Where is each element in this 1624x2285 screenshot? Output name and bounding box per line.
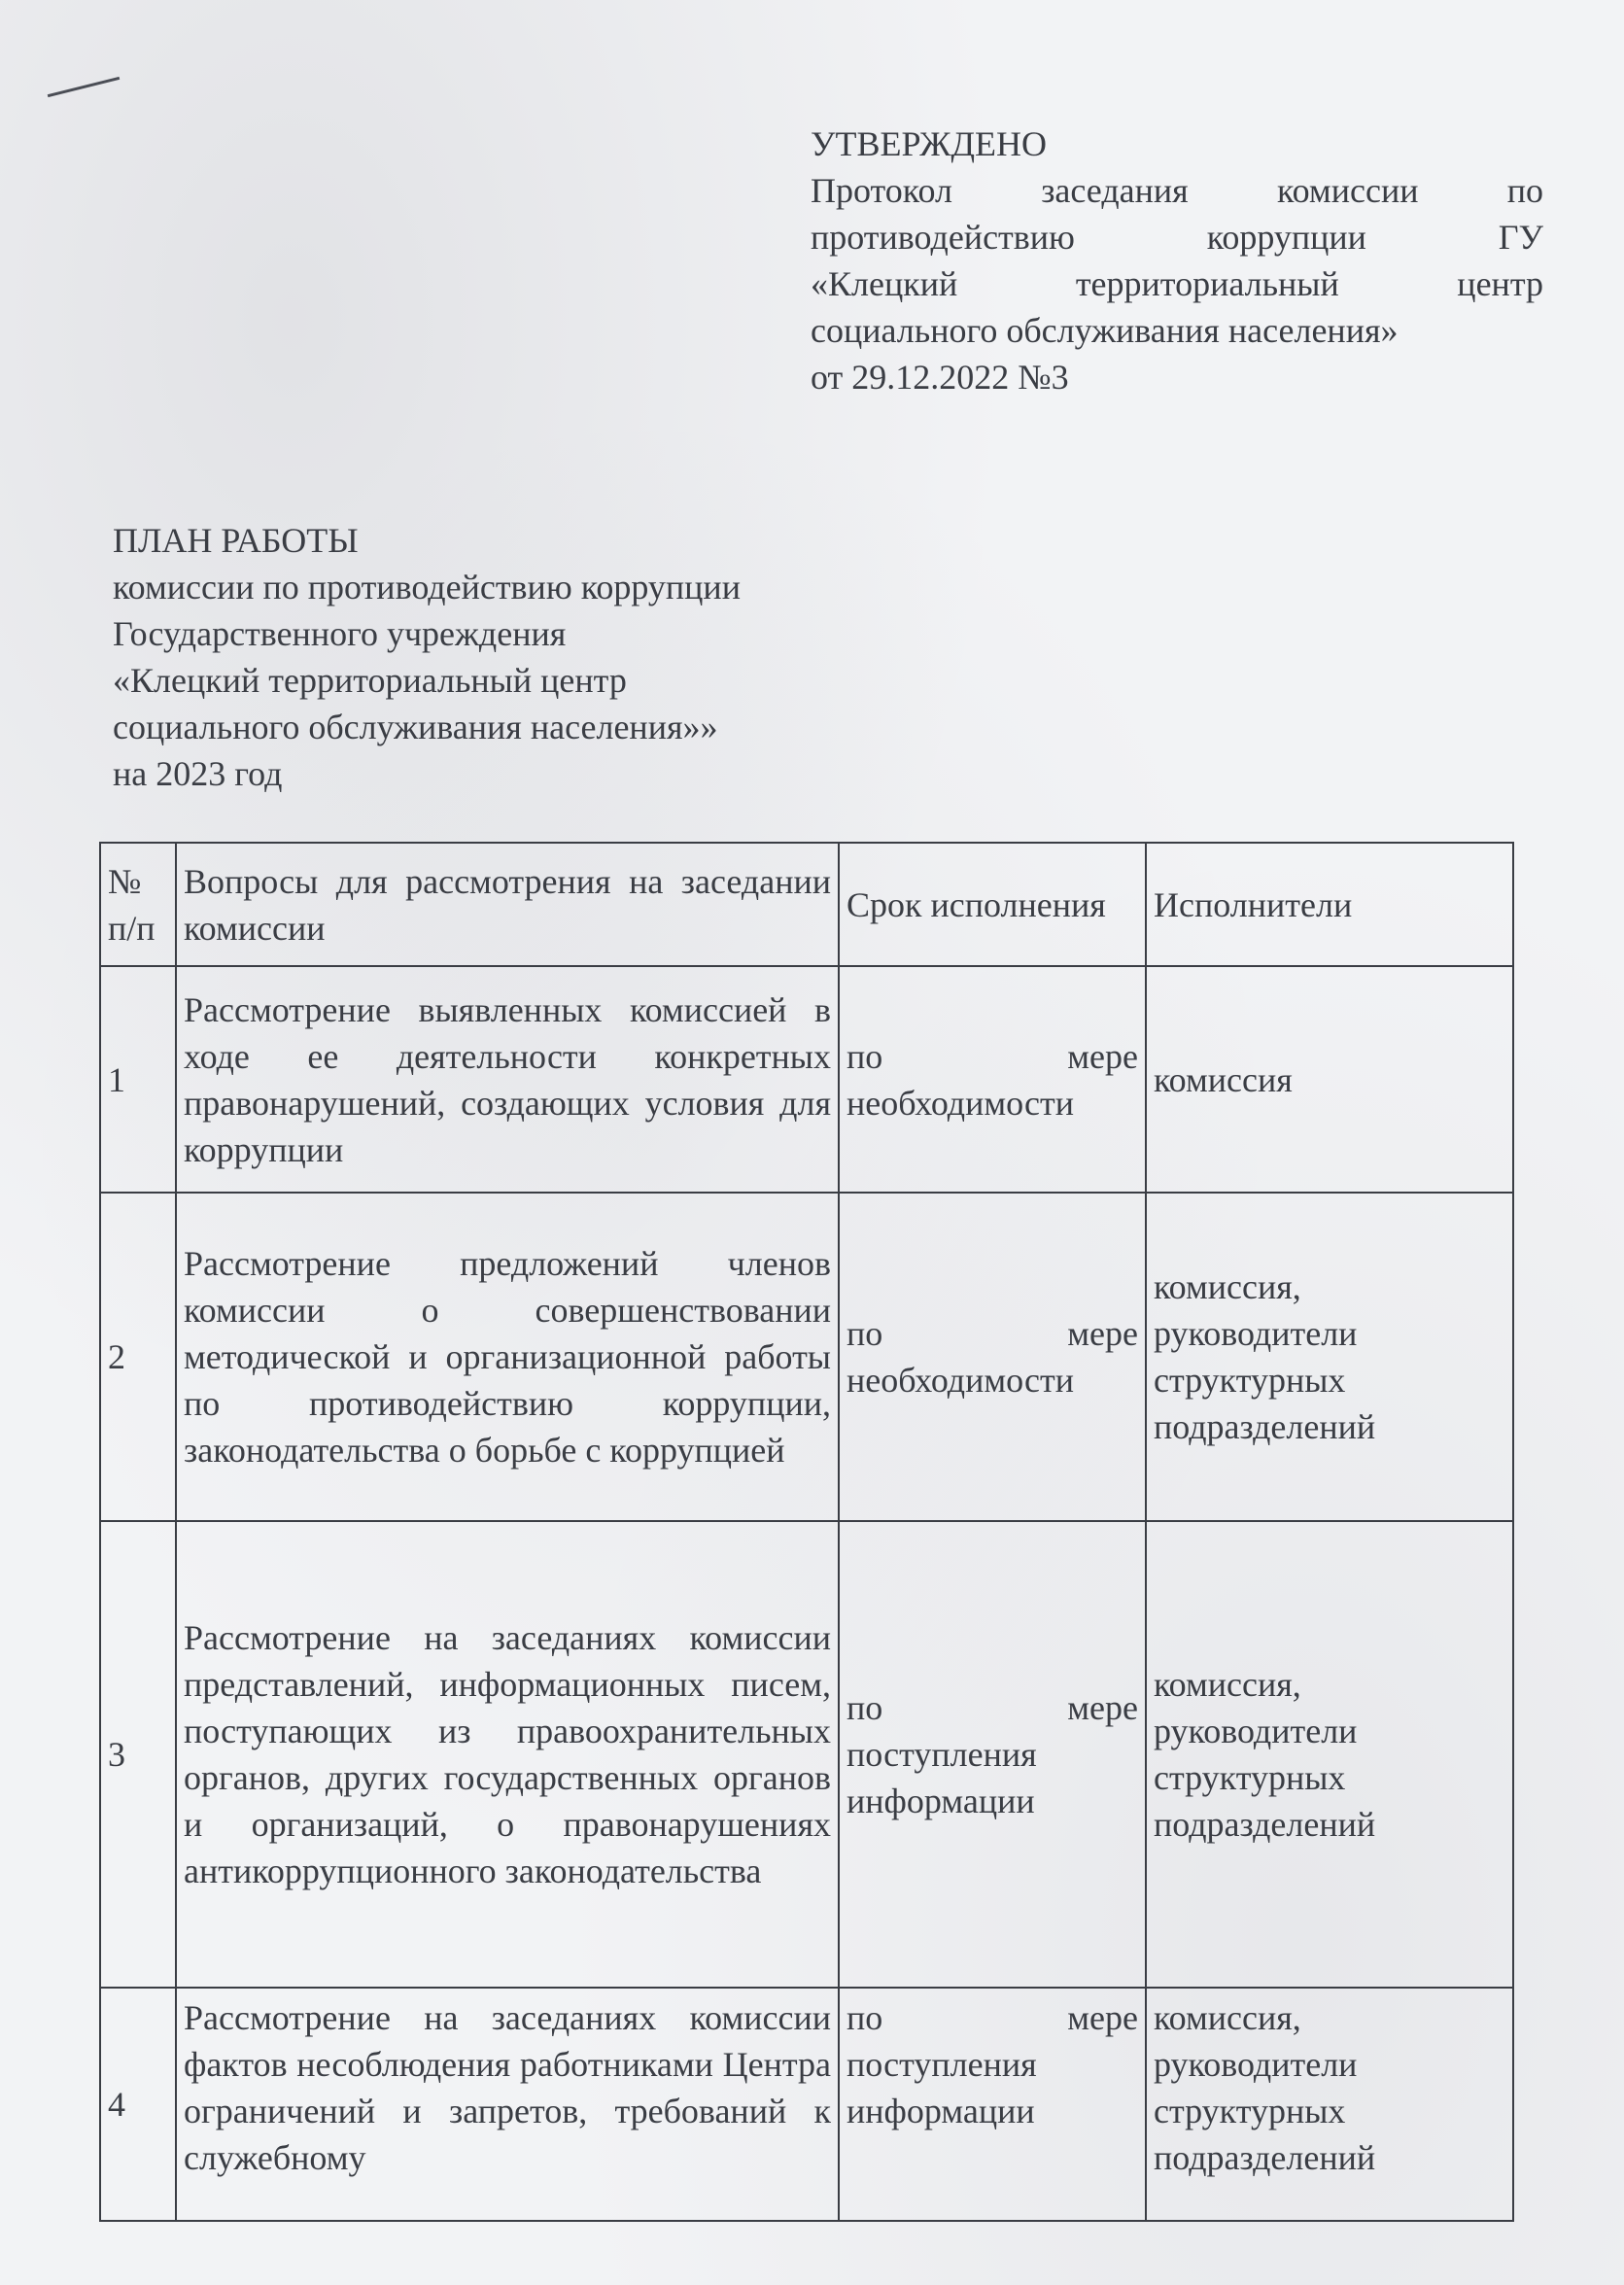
- header-term: Срок исполнения: [839, 843, 1146, 966]
- row-question: Рассмотрение выявленных комиссией в ходе ее деятельности конкретных правонарушений, создающих условия для коррупции: [176, 966, 839, 1193]
- plan-subtitle-line: «Клецкий территориальный центр: [113, 661, 627, 700]
- approval-line: Протокол заседания комиссии по: [811, 171, 1543, 210]
- row-executors: комиссия, руководители структурных подразделений: [1146, 1193, 1513, 1521]
- pen-stroke-mark: [48, 77, 120, 97]
- approval-date: от 29.12.2022 №3: [811, 358, 1069, 397]
- plan-title: ПЛАН РАБОТЫ: [113, 521, 359, 560]
- table-row: [100, 1521, 1513, 1988]
- row-num: 1: [100, 966, 176, 1193]
- row-term: по мере необходимости: [839, 1193, 1146, 1521]
- header-num: № п/п: [100, 843, 176, 966]
- row-term: по мере необходимости: [839, 966, 1146, 1193]
- row-executors: комиссия, руководители структурных подразделений: [1146, 1521, 1513, 1988]
- table-row: [100, 966, 1513, 1193]
- row-question: Рассмотрение на заседаниях комиссии фактов несоблюдения работниками Центра ограничений и запретов, требований к служебному: [176, 1988, 839, 2221]
- table-row: [100, 1988, 1513, 2221]
- work-plan-table: [99, 842, 1514, 2222]
- plan-subtitle-line: социального обслуживания населения»»: [113, 708, 718, 746]
- approval-line: противодействию коррупции ГУ: [811, 218, 1543, 257]
- plan-title-block: [113, 517, 871, 797]
- row-question: Рассмотрение на заседаниях комиссии представлений, информационных писем, поступающих из правоохранительных органов, других государственных органов и организаций, о правонарушениях антикоррупционного законодательства: [176, 1521, 839, 1988]
- header-executors: Исполнители: [1146, 843, 1513, 966]
- row-question: Рассмотрение предложений членов комиссии о совершенствовании методической и организационной работы по противодействию коррупции, законодательства о борьбе с коррупцией: [176, 1193, 839, 1521]
- table-header-row: [100, 843, 1513, 966]
- approval-block: [811, 121, 1543, 400]
- row-num: 2: [100, 1193, 176, 1521]
- row-num: 3: [100, 1521, 176, 1988]
- row-executors: комиссия: [1146, 966, 1513, 1193]
- row-num: 4: [100, 1988, 176, 2221]
- header-question: Вопросы для рассмотрения на заседании комиссии: [176, 843, 839, 966]
- row-term: по мере поступления информации: [839, 1988, 1146, 2221]
- approval-line: социального обслуживания населения»: [811, 311, 1399, 350]
- row-term: по мере поступления информации: [839, 1521, 1146, 1988]
- row-executors: комиссия, руководители структурных подразделений: [1146, 1988, 1513, 2221]
- approval-line: «Клецкий территориальный центр: [811, 264, 1543, 303]
- approval-heading: УТВЕРЖДЕНО: [811, 124, 1048, 163]
- plan-subtitle-line: комиссии по противодействию коррупции: [113, 568, 741, 606]
- plan-year: на 2023 год: [113, 754, 283, 793]
- table-row: [100, 1193, 1513, 1521]
- plan-subtitle-line: Государственного учреждения: [113, 614, 567, 653]
